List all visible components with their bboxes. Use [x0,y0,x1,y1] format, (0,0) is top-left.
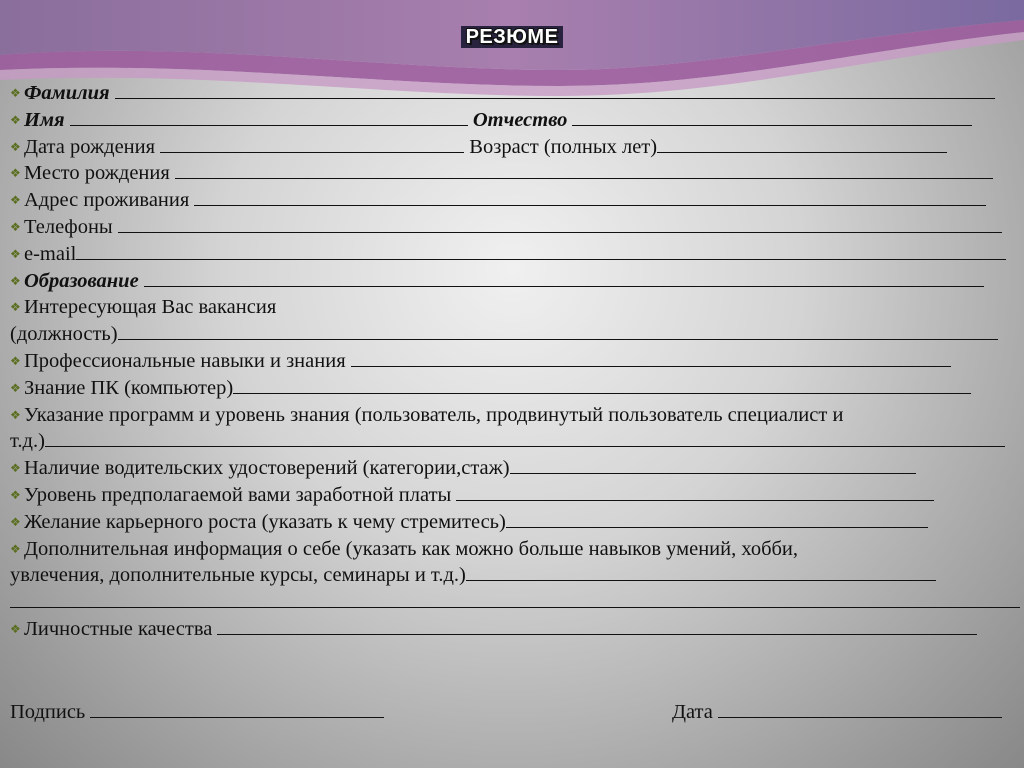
age-label: Возраст (полных лет) [469,135,658,158]
signature-field[interactable] [90,700,384,718]
extra-row-3 [10,589,1022,616]
extra-label: Дополнительная информация о себе (указать как можно больше навыков умений, хобби, [24,537,799,560]
birth-place-label: Место рождения [24,162,170,185]
personal-field[interactable] [217,617,977,635]
address-label: Адрес проживания [24,189,190,212]
vacancy-row-2 [10,321,1022,348]
diamond-bullet-icon: ❖ [10,487,21,502]
pc-label: Знание ПК (компьютер) [24,376,234,399]
patronymic-field[interactable] [572,108,972,126]
diamond-bullet-icon: ❖ [10,219,21,234]
salary-field[interactable] [456,483,934,501]
birth-date-field[interactable] [160,135,464,153]
diamond-bullet-icon: ❖ [10,461,21,476]
surname-field[interactable] [115,81,995,99]
career-row [10,509,1022,536]
education-field[interactable] [144,269,984,287]
pc-field[interactable] [233,376,971,394]
signature-row [10,700,384,724]
programs-row [10,402,1022,429]
diamond-bullet-icon: ❖ [10,407,21,422]
skills-label: Профессиональные навыки и знания [24,349,346,372]
diamond-bullet-icon: ❖ [10,300,21,315]
personal-row [10,616,1022,643]
license-field[interactable] [510,456,916,474]
age-field[interactable] [657,135,947,153]
diamond-bullet-icon: ❖ [10,514,21,529]
address-field[interactable] [194,188,986,206]
diamond-bullet-icon: ❖ [10,193,21,208]
date-row [672,700,1002,724]
vacancy-label: Интересующая Вас вакансия [24,296,277,319]
programs-label-2: т.д.) [10,430,45,453]
diamond-bullet-icon: ❖ [10,86,21,100]
career-field[interactable] [506,510,928,528]
phones-label: Телефоны [24,215,113,238]
name-label: Имя [24,108,65,131]
surname-label: Фамилия [24,82,110,104]
diamond-bullet-icon: ❖ [10,246,21,261]
programs-field[interactable] [45,429,1005,447]
pc-row [10,375,1022,402]
surname-row [10,80,1022,107]
extra-field-2[interactable] [10,590,1020,608]
vacancy-field[interactable] [118,322,998,340]
programs-label: Указание программ и уровень знания (пользователь, продвинутый пользователь специалист и [24,403,844,426]
birth-date-label: Дата рождения [24,135,156,158]
diamond-bullet-icon: ❖ [10,112,21,127]
page-title: РЕЗЮМЕ [0,26,1024,49]
vacancy-row [10,294,1022,321]
programs-row-2 [10,428,1022,455]
extra-row [10,536,1022,563]
extra-field[interactable] [466,563,936,581]
email-row [10,241,1022,268]
skills-field[interactable] [351,349,951,367]
birth-place-row [10,160,1022,187]
email-label: e-mail [24,242,77,265]
name-row [10,107,1022,134]
date-label: Дата [672,701,713,723]
diamond-bullet-icon: ❖ [10,273,21,288]
salary-label: Уровень предполагаемой вами заработной платы [24,483,452,506]
name-field[interactable] [70,108,468,126]
diamond-bullet-icon: ❖ [10,541,21,556]
license-row [10,455,1022,482]
phones-field[interactable] [118,215,1002,233]
diamond-bullet-icon: ❖ [10,139,21,154]
patronymic-label: Отчество [472,108,568,131]
signature-label: Подпись [10,701,86,723]
salary-row [10,482,1022,509]
birth-date-row [10,134,1022,161]
extra-row-2 [10,562,1022,589]
address-row [10,187,1022,214]
diamond-bullet-icon: ❖ [10,380,21,395]
extra-label-2: увлечения, дополнительные курсы, семинары и т.д.) [10,564,466,587]
email-field[interactable] [76,242,1006,260]
diamond-bullet-icon: ❖ [10,621,21,636]
phones-row [10,214,1022,241]
skills-row [10,348,1022,375]
resume-form [10,80,1022,643]
diamond-bullet-icon: ❖ [10,166,21,181]
vacancy-label-2: (должность) [10,323,118,346]
license-label: Наличие водительских удостоверений (категории,стаж) [24,457,510,480]
date-field[interactable] [718,700,1002,718]
diamond-bullet-icon: ❖ [10,353,21,368]
career-label: Желание карьерного роста (указать к чему стремитесь) [24,510,506,533]
personal-label: Личностные качества [24,617,213,640]
birth-place-field[interactable] [175,161,993,179]
education-row [10,268,1022,295]
education-label: Образование [24,269,139,292]
